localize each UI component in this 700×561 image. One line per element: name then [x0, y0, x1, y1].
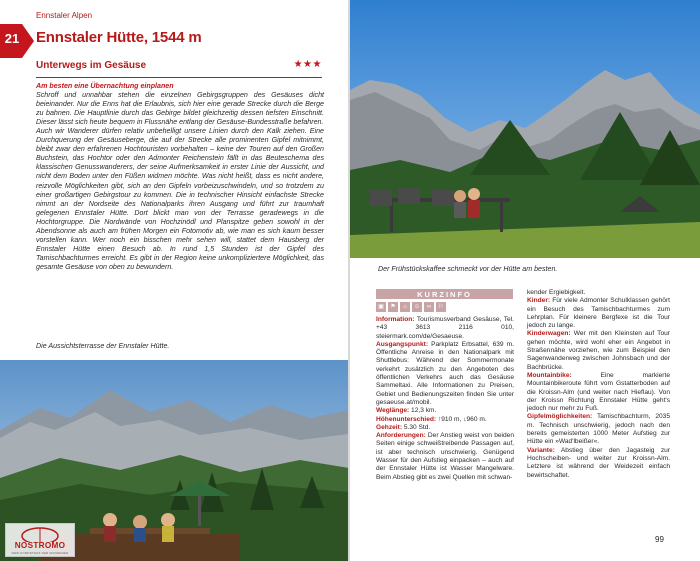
intro-lead: Am besten eine Übernachtung einplanen [36, 82, 174, 90]
right-photo-caption: Der Frühstückskaffee schmeckt vor der Hütte am besten. [378, 265, 558, 273]
breakfast-photo [350, 0, 700, 258]
intro-paragraph: Auch wir Wanderer dürfen relativ unbehelligt unsere Linien durch den Kalk ziehen. Eine Durchquerung der Gesäuseberge, die auf der Strecke alle prominenten Gipfel mitnimmt, bleibt zwar den erfahrenen Hochtouristen vorbehalten – keine der Touren auf den Großen Buchstein, das Hochtor oder den Admonter Reichenstein fällt in das Beuteschema des klassischen Genusswanderers, der seine Aufmerksamkeit in erster Linie der Aussicht, und nicht dem Boden unter den Füßen widmen möchte. Was nicht heißt, dass es nicht andere, reizvolle Möglichkeiten gibt, sich an den Gipfeln vorbeizuschwindeln, und so trotzdem zu einer großartigen Gebirgstour zu kommen. Die in technischer Hinsicht einfachste Strecke nimmt an der Nordseite des Nationalparks ihren Ausgang und führt zur traumhaft gelegenen Ennstaler Hütte. Dort blickt man von der Terrasse geradewegs in die Hochtorgruppe. Die Nordwände von Hochzinödl und Planspitze geben sowohl in der Abendsonne als auch am frühen Morgen ein Fotomotiv ab, wie man es sich kaum besser vorstellen kann. Wer noch ein bisschen mehr sehen will, stattet dem Hausberg der Ennstaler Hütte einen Besuch ab. In rund 1,5 Stunden ist der Gipfel des Tamischbachturmes erreicht. Es gibt in der Region keine unkompliziertere Möglichkeit, das gesamte Gesäuse von oben zu bewundern. [36, 127, 324, 271]
intro-paragraph: Schroff und unnahbar stehen die einzelnen Gebirgsgruppen des Gesäuses dicht beieinander. Nur die Enns hat die Erlaubnis, sich hier eine gerade Strecke durch die Berge zu bahnen. Die Hauptlinie durch das Gebirge bildet gleichzeitig dessen tiefsten Einschnitt. Dieser lässt sich heute bequem in Flussnähe entlang der Gesäuse-Bundesstraße befahren. [36, 91, 324, 127]
right-page [350, 0, 700, 561]
info-entry [527, 413, 670, 446]
difficulty-stars: ★★★ [293, 59, 322, 70]
info-entry [376, 416, 514, 424]
logo-text: NOSTROMO [14, 541, 66, 550]
info-value: 5.30 Std. [402, 423, 431, 431]
hiker-icon: ⚑ [388, 302, 398, 312]
nostromo-logo [5, 523, 75, 557]
info-value: kender Ergiebigkeit. [527, 289, 586, 296]
info-entry [527, 330, 670, 371]
tour-subtitle: Unterwegs im Gesäuse [36, 60, 147, 71]
info-entry [376, 424, 514, 432]
kurzinfo-header [376, 289, 513, 299]
family-icon: ☺ [413, 304, 421, 310]
left-page [0, 0, 349, 561]
hut-icon: ⌂ [400, 302, 410, 312]
tour-title: Ennstaler Hütte, 1544 m [36, 29, 202, 46]
info-value: Parkplatz Erbsattel, 639 m. Öffentliche Anreise in den Nationalpark mit Shuttlebus: Während der Sommermonate verkehrt zusätzlich zu den Angeboten des öffentlichen Verkehrs auch das Gesäuse Sammeltaxi. Alle Informationen zu Preisen, Gebiet und Bedienungszeiten finden Sie unter gesaeuse.at/mobil. [376, 340, 514, 406]
info-key: Gipfelmöglichkeiten: [527, 413, 593, 421]
subtitle-row [36, 60, 322, 74]
info-key: Gehzeit: [376, 423, 403, 431]
info-value: ↑910 m, ↓960 m. [436, 415, 487, 423]
info-key: Kinder: [527, 297, 551, 305]
kurzinfo-column-left [376, 316, 514, 482]
info-key: Höhenunterschied: [376, 415, 437, 423]
info-value: Eine markierte Mountainbikeroute führt vom Gstatterboden auf die Kroissn-Alm (und weiter nach Hieflau). Von der Kroissn Richtung Ennstaler Hütte geht's jedoch nur mehr zu Fuß. [527, 371, 670, 413]
kurzinfo-label: KURZINFO [417, 290, 472, 299]
bus-icon: ▣ [376, 302, 386, 312]
info-key: Mountainbike: [527, 371, 572, 379]
info-entry [376, 407, 514, 415]
info-value: Tourismusverband Gesäuse, Tel. +43 3613 2116 010, steiermark.com/de/Gesaeuse. [376, 316, 514, 340]
intro-text [36, 82, 324, 272]
info-value: Abstieg über den Jagasteig zur Hochscheiben- und weiter zur Kroissn-Alm. Letztere ist während der Weidezeit einfach bewirtschaftet. [527, 446, 670, 479]
info-entry [527, 372, 670, 413]
subtitle-rule [36, 77, 322, 78]
info-key: Information: [376, 316, 415, 323]
kurzinfo-column-right [527, 289, 670, 480]
info-entry [527, 297, 670, 330]
hiker-poles-icon: ⚐ [436, 302, 446, 312]
info-value: Tamischbachturm, 2035 m. Technisch unschwierig, jedoch nach den bereits gemeisterten 1000 Meter Aufstieg zur Hütte ein »Wad'lbeißer«. [527, 413, 670, 446]
bike-icon: ∞ [424, 302, 434, 312]
info-key: Anforderungen: [376, 432, 426, 440]
tour-number: 21 [4, 31, 20, 46]
region-header: Ennstaler Alpen [36, 11, 93, 20]
info-value: 12,3 km. [409, 407, 437, 415]
info-entry [527, 447, 670, 480]
left-photo-caption: Die Aussichtsterrasse der Ennstaler Hütte. [36, 342, 170, 350]
info-value: Der Anstieg weist von beiden Seiten einige schweißtreibende Passagen auf, ist aber technisch unschwierig. Genügend Wasser für den Aufstieg einpacken – auch auf der Ennstaler Hütte ist Wasser Mangelware. Beim Abstieg gibt es zwei Quellen mit schwan- [376, 432, 514, 481]
info-key: Ausgangspunkt: [376, 340, 429, 348]
logo-tagline: WEB-KOMPETENZ DER WANDERER [11, 551, 69, 555]
info-key: Weglänge: [376, 407, 410, 415]
info-value: Für viele Admonter Schulklassen gehört ein Besuch des Tamischbachturmes zum Lehrplan. Für kleinere Bergfexe ist die Tour jedoch zu lange. [527, 297, 670, 330]
info-key: Variante: [527, 446, 555, 454]
info-entry [527, 289, 670, 297]
info-key: Kinderwagen: [527, 330, 571, 338]
info-entry [376, 316, 514, 341]
page-number: 99 [655, 535, 664, 544]
logo-ring-icon [18, 526, 62, 542]
info-entry [376, 341, 514, 407]
info-value: Wer mit den Kleinsten auf Tour gehen möchte, wird wohl eher ein Angebot in Straßennähe vorziehen, wie zum Beispiel den Sagenwanderweg zwischen Johnsbach und der Bachbrücke. [527, 330, 670, 371]
info-entry [376, 432, 514, 482]
